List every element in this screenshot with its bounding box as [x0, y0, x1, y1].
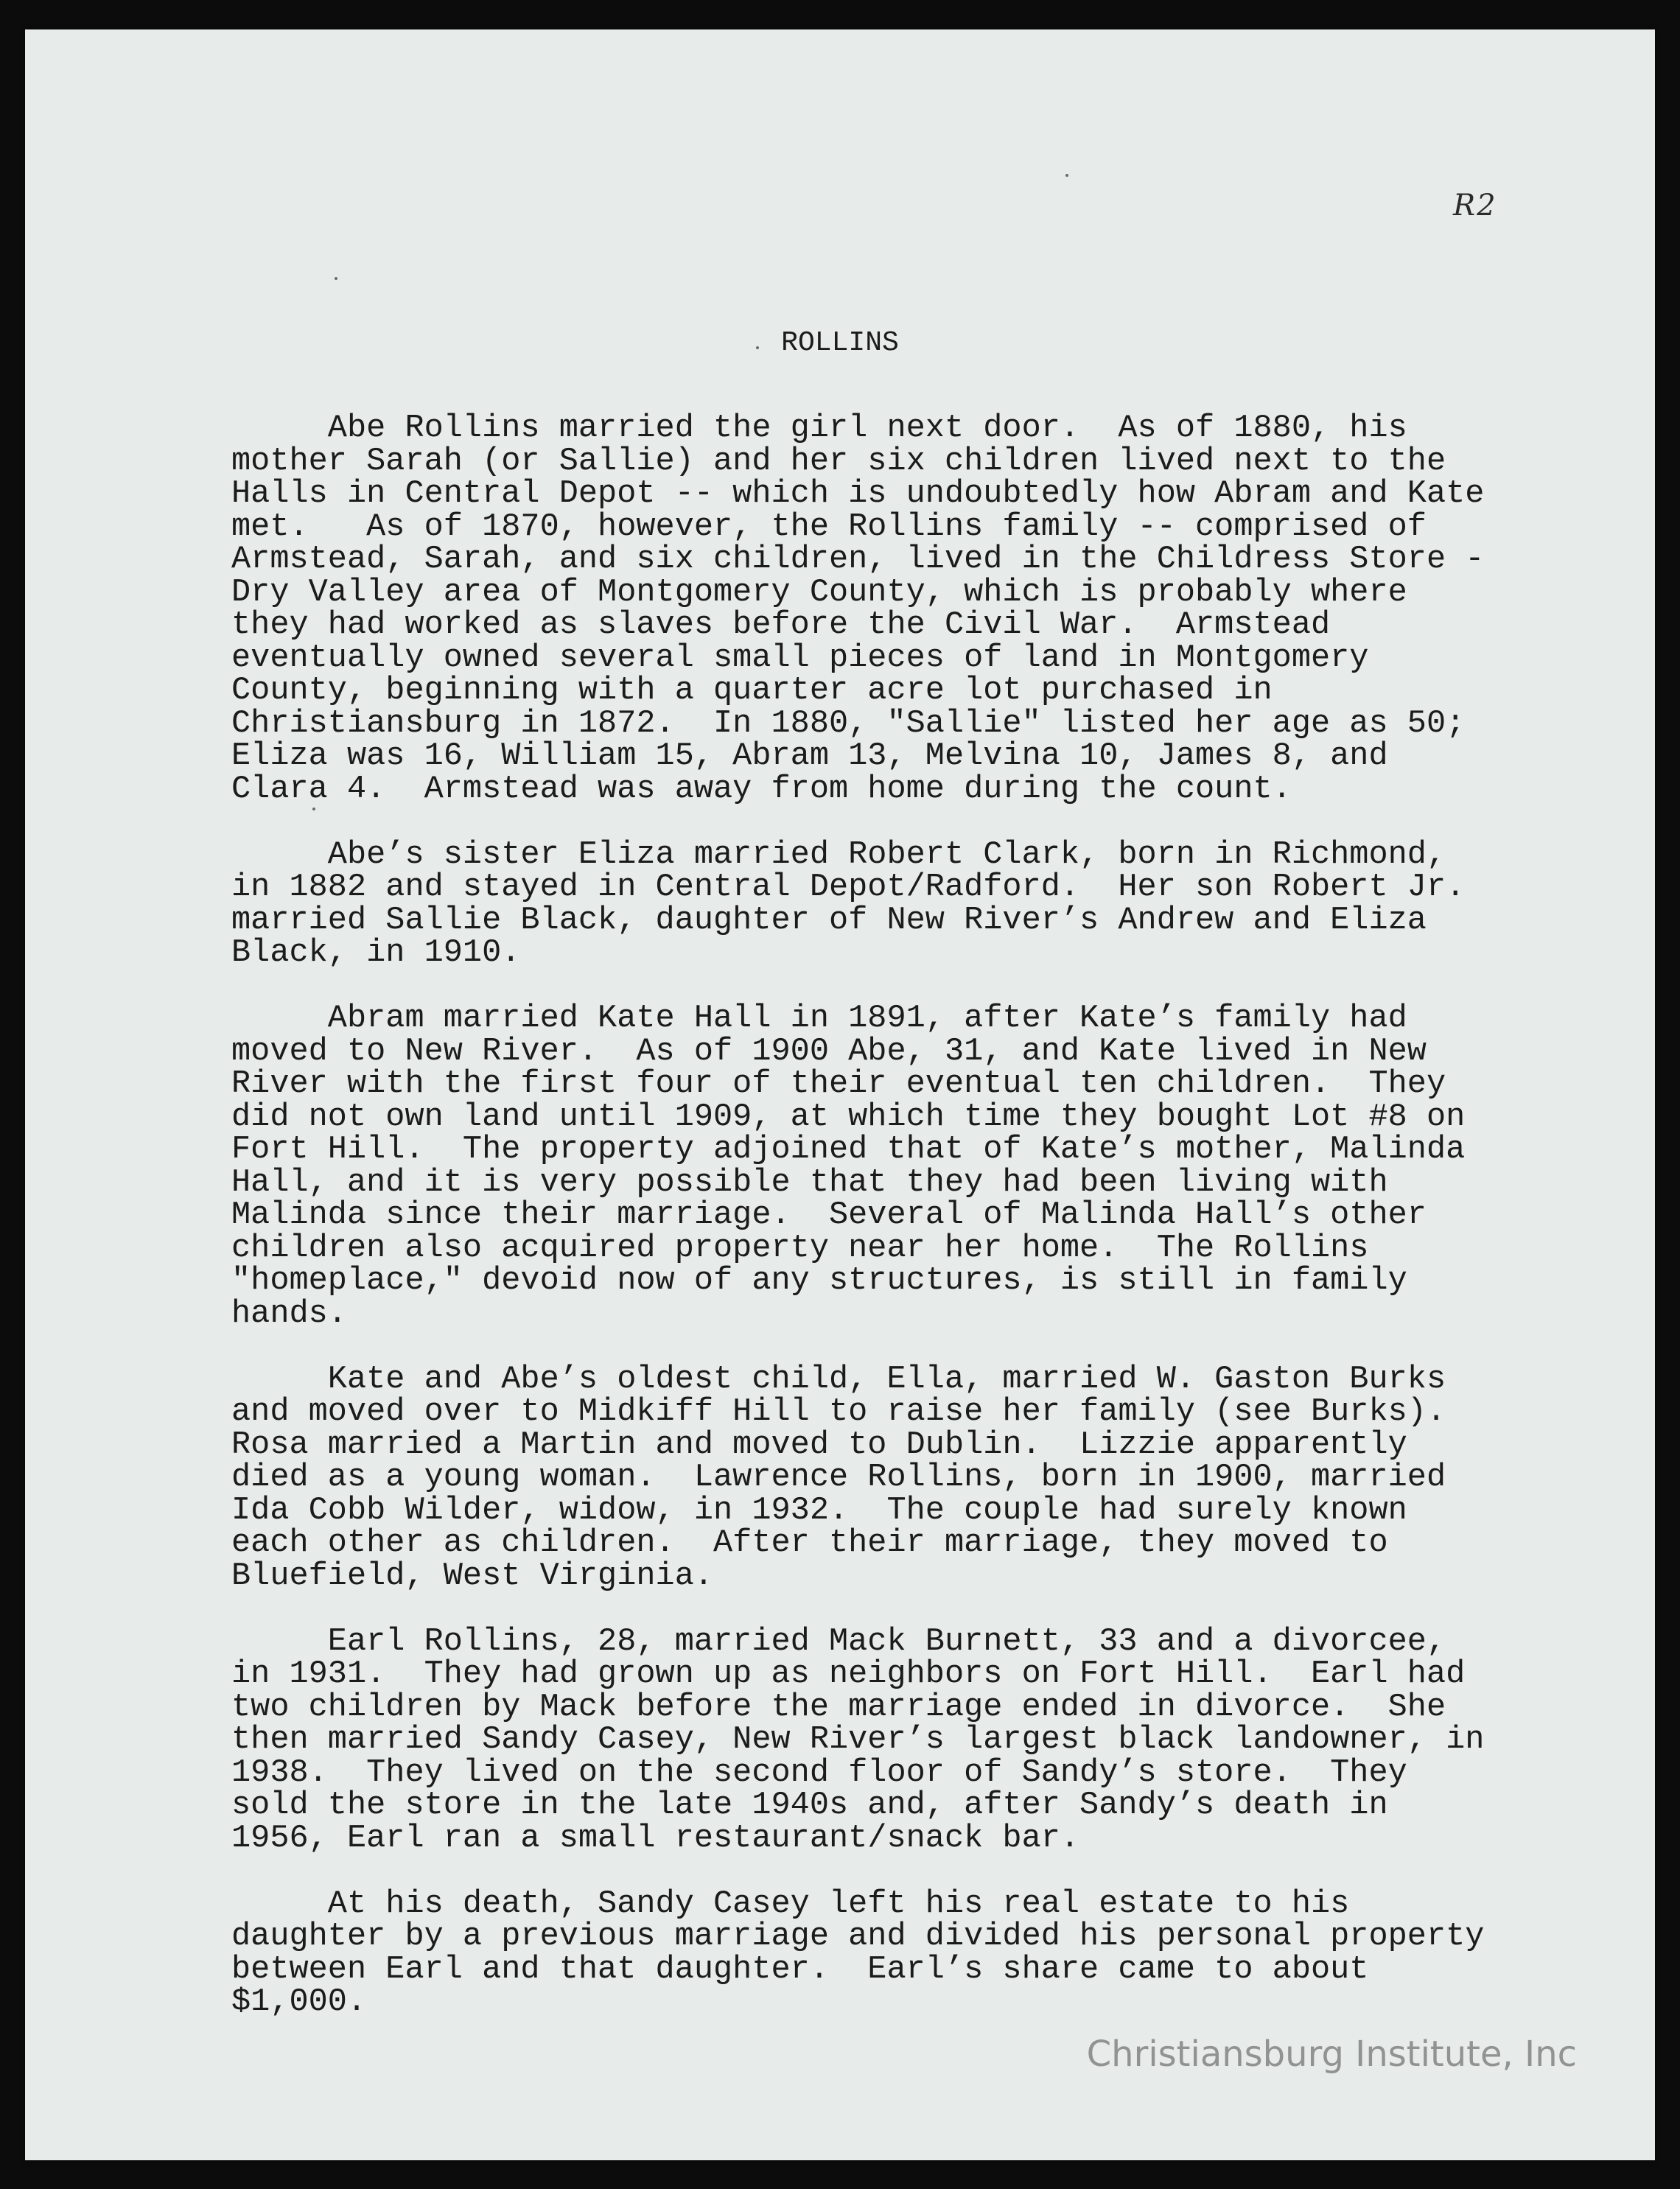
text-line: Ida Cobb Wilder, widow, in 1932. The couple had surely known: [231, 1492, 1407, 1529]
text-line: died as a young woman. Lawrence Rollins, born in 1900, married: [231, 1460, 1446, 1496]
text-line: Abe Rollins married the girl next door. As of 1880, his: [231, 410, 1407, 446]
text-line: Earl Rollins, 28, married Mack Burnett, 33 and a divorcee,: [231, 1623, 1446, 1660]
text-line: Kate and Abe’s oldest child, Ella, married W. Gaston Burks: [231, 1361, 1446, 1398]
text-line: eventually owned several small pieces of land in Montgomery: [231, 640, 1369, 676]
text-line: Hall, and it is very possible that they had been living with: [231, 1164, 1388, 1201]
text-line: County, beginning with a quarter acre lot purchased in: [231, 673, 1273, 709]
text-line: Malinda since their marriage. Several of Malinda Hall’s other: [231, 1197, 1427, 1233]
paragraph: [231, 1623, 1543, 1857]
text-line: did not own land until 1909, at which time they bought Lot #8 on: [231, 1099, 1466, 1135]
text-line: Abram married Kate Hall in 1891, after Kate’s family had: [231, 1001, 1407, 1037]
text-line: Dry Valley area of Montgomery County, which is probably where: [231, 574, 1407, 611]
paragraph: [231, 1003, 1543, 1331]
text-line: met. As of 1870, however, the Rollins family -- comprised of: [231, 508, 1427, 545]
text-line: married Sallie Black, daughter of New River’s Andrew and Eliza: [231, 902, 1427, 939]
text-line: mother Sarah (or Sallie) and her six children lived next to the: [231, 443, 1446, 480]
text-line: sold the store in the late 1940s and, after Sandy’s death in: [231, 1787, 1388, 1824]
paragraph: [231, 410, 1543, 808]
text-line: Armstead, Sarah, and six children, lived in the Childress Store -: [231, 542, 1485, 578]
text-line: At his death, Sandy Casey left his real estate to his: [231, 1885, 1350, 1922]
text-line: in 1931. They had grown up as neighbors on Fort Hill. Earl had: [231, 1656, 1466, 1692]
text-line: Abe’s sister Eliza married Robert Clark, born in Richmond,: [231, 836, 1446, 873]
paragraph: [231, 1885, 1543, 2020]
text-line: Halls in Central Depot -- which is undoubtedly how Abram and Kate: [231, 476, 1485, 512]
handwritten-page-mark: R2: [1453, 189, 1497, 223]
document-title: ROLLINS: [781, 327, 899, 359]
paragraph: [231, 836, 1543, 971]
text-line: in 1882 and stayed in Central Depot/Radford. Her son Robert Jr.: [231, 869, 1466, 906]
text-line: they had worked as slaves before the Civil War. Armstead: [231, 607, 1331, 643]
text-line: two children by Mack before the marriage ended in divorce. She: [231, 1689, 1446, 1726]
text-line: and moved over to Midkiff Hill to raise her family (see Burks).: [231, 1394, 1446, 1430]
text-line: children also acquired property near her home. The Rollins: [231, 1230, 1369, 1267]
text-line: "homeplace," devoid now of any structures, is still in family: [231, 1263, 1407, 1299]
text-line: daughter by a previous marriage and divided his personal property: [231, 1919, 1485, 1955]
text-line: 1938. They lived on the second floor of Sandy’s store. They: [231, 1754, 1407, 1791]
text-line: between Earl and that daughter. Earl’s share came to about: [231, 1951, 1369, 1988]
text-line: Bluefield, West Virginia.: [231, 1558, 714, 1594]
text-line: Clara 4. Armstead was away from home during the count.: [231, 771, 1292, 808]
document-page: [25, 29, 1655, 2160]
text-line: hands.: [231, 1295, 347, 1332]
text-line: Eliza was 16, William 15, Abram 13, Melvina 10, James 8, and: [231, 738, 1388, 774]
text-line: River with the first four of their eventual ten children. They: [231, 1066, 1446, 1102]
text-line: moved to New River. As of 1900 Abe, 31, and Kate lived in New: [231, 1033, 1427, 1070]
paper-speck: [1065, 174, 1068, 177]
text-line: Rosa married a Martin and moved to Dublin. Lizzie apparently: [231, 1426, 1407, 1463]
text-line: each other as children. After their marriage, they moved to: [231, 1525, 1388, 1561]
text-line: then married Sandy Casey, New River’s largest black landowner, in: [231, 1722, 1485, 1758]
watermark: Christiansburg Institute, Inc: [1086, 2034, 1577, 2075]
text-line: 1956, Earl ran a small restaurant/snack bar.: [231, 1820, 1080, 1857]
paragraph: [231, 1361, 1543, 1594]
text-line: Fort Hill. The property adjoined that of Kate’s mother, Malinda: [231, 1132, 1466, 1168]
document-body: [231, 410, 1543, 2052]
text-line: Black, in 1910.: [231, 935, 521, 971]
text-line: Christiansburg in 1872. In 1880, "Sallie" listed her age as 50;: [231, 705, 1466, 742]
paper-speck: [335, 277, 337, 280]
text-line: $1,000.: [231, 1984, 367, 2020]
